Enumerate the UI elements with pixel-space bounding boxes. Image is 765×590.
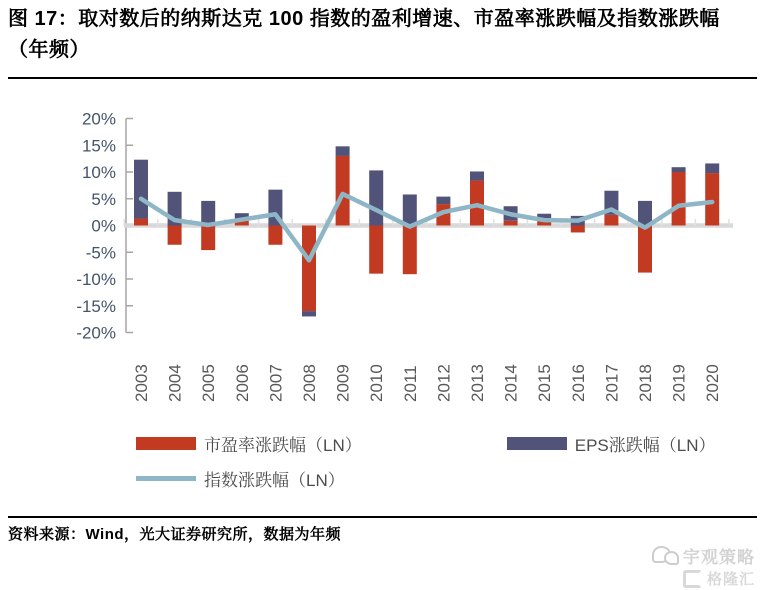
source-note: 资料来源：Wind，光大证券研究所，数据为年频: [8, 526, 342, 543]
y-axis-tick-label: 20%: [81, 109, 116, 129]
x-axis-year-label: 2003: [132, 364, 151, 402]
bar-segment: [705, 163, 719, 173]
bar-segment: [705, 173, 719, 225]
x-axis-year-label: 2009: [333, 364, 353, 402]
x-axis-year-label: 2014: [501, 364, 521, 402]
y-axis-tick-label: 15%: [81, 136, 116, 156]
x-axis-year-label: 2012: [434, 364, 454, 402]
x-axis-year-label: 2015: [535, 364, 555, 402]
bar-segment: [134, 160, 148, 219]
x-axis-year-label: 2010: [367, 364, 387, 402]
x-axis-year-label: 2017: [602, 364, 622, 402]
x-axis-year-label: 2013: [468, 364, 487, 402]
x-axis-year-label: 2005: [199, 364, 219, 402]
bar-segment: [672, 172, 686, 226]
bar-segment: [403, 194, 417, 225]
y-axis-tick-label: -15%: [76, 296, 116, 316]
x-axis-year-label: 2020: [703, 364, 723, 402]
gelonghui-g-icon: [683, 570, 702, 588]
bar-segment: [403, 226, 417, 275]
legend-eps-label: EPS涨跌幅（LN）: [574, 436, 716, 455]
bar-segment: [369, 226, 383, 274]
bar-segment: [201, 201, 215, 226]
x-axis-year-label: 2019: [669, 364, 689, 402]
x-axis-year-label: 2007: [266, 364, 286, 402]
x-axis-year-label: 2018: [636, 364, 655, 402]
bar-segment: [436, 197, 450, 204]
bar-segment: [470, 171, 484, 180]
watermark-brand-1: 宇观策略: [683, 548, 755, 567]
x-axis-year-label: 2006: [232, 364, 252, 402]
legend-row-2: [136, 466, 345, 491]
bar-segment: [604, 215, 618, 226]
bar-segment: [504, 221, 518, 226]
legend-pe-label: 市盈率涨跌幅（LN）: [204, 436, 362, 455]
x-axis-year-label: 2016: [568, 364, 588, 402]
bar-segment: [369, 170, 383, 225]
bar-segment: [336, 146, 350, 156]
legend-index-line-swatch: [136, 476, 196, 481]
y-axis-tick-label: 5%: [91, 189, 116, 209]
bar-segment: [672, 167, 686, 172]
chat-bubbles-icon: [652, 546, 678, 565]
bar-segment: [134, 219, 148, 226]
legend-index-label: 指数涨跌幅（LN）: [204, 471, 345, 490]
y-axis-tick-label: -20%: [76, 323, 116, 343]
figure-title: 图 17：取对数后的纳斯达克 100 指数的盈利增速、市盈率涨跌幅及指数涨跌幅（年频）: [8, 8, 720, 61]
legend-row-1: [136, 431, 715, 456]
bar-segment: [268, 226, 282, 245]
x-axis-year-label: 2011: [400, 365, 420, 402]
bar-segment: [571, 226, 585, 233]
bar-segment: [336, 156, 350, 226]
watermark: [652, 543, 755, 589]
y-axis-tick-label: 0%: [91, 216, 116, 236]
footer-divider: [8, 516, 757, 518]
bar-segment: [168, 226, 182, 245]
x-axis-year-label: 2008: [300, 364, 319, 402]
x-axis-year-label: 2004: [165, 364, 185, 402]
y-axis-tick-label: 10%: [81, 163, 116, 182]
y-axis-tick-label: -10%: [76, 270, 116, 289]
legend-pe-swatch: [136, 437, 196, 450]
bar-segment: [638, 226, 652, 273]
watermark-brand-2: 格隆汇: [706, 571, 755, 588]
bar-segment: [201, 226, 215, 251]
y-axis-tick-label: -5%: [85, 243, 116, 263]
bar-segment: [302, 311, 316, 316]
legend-eps-swatch: [507, 437, 567, 450]
bar-segment: [302, 226, 316, 312]
